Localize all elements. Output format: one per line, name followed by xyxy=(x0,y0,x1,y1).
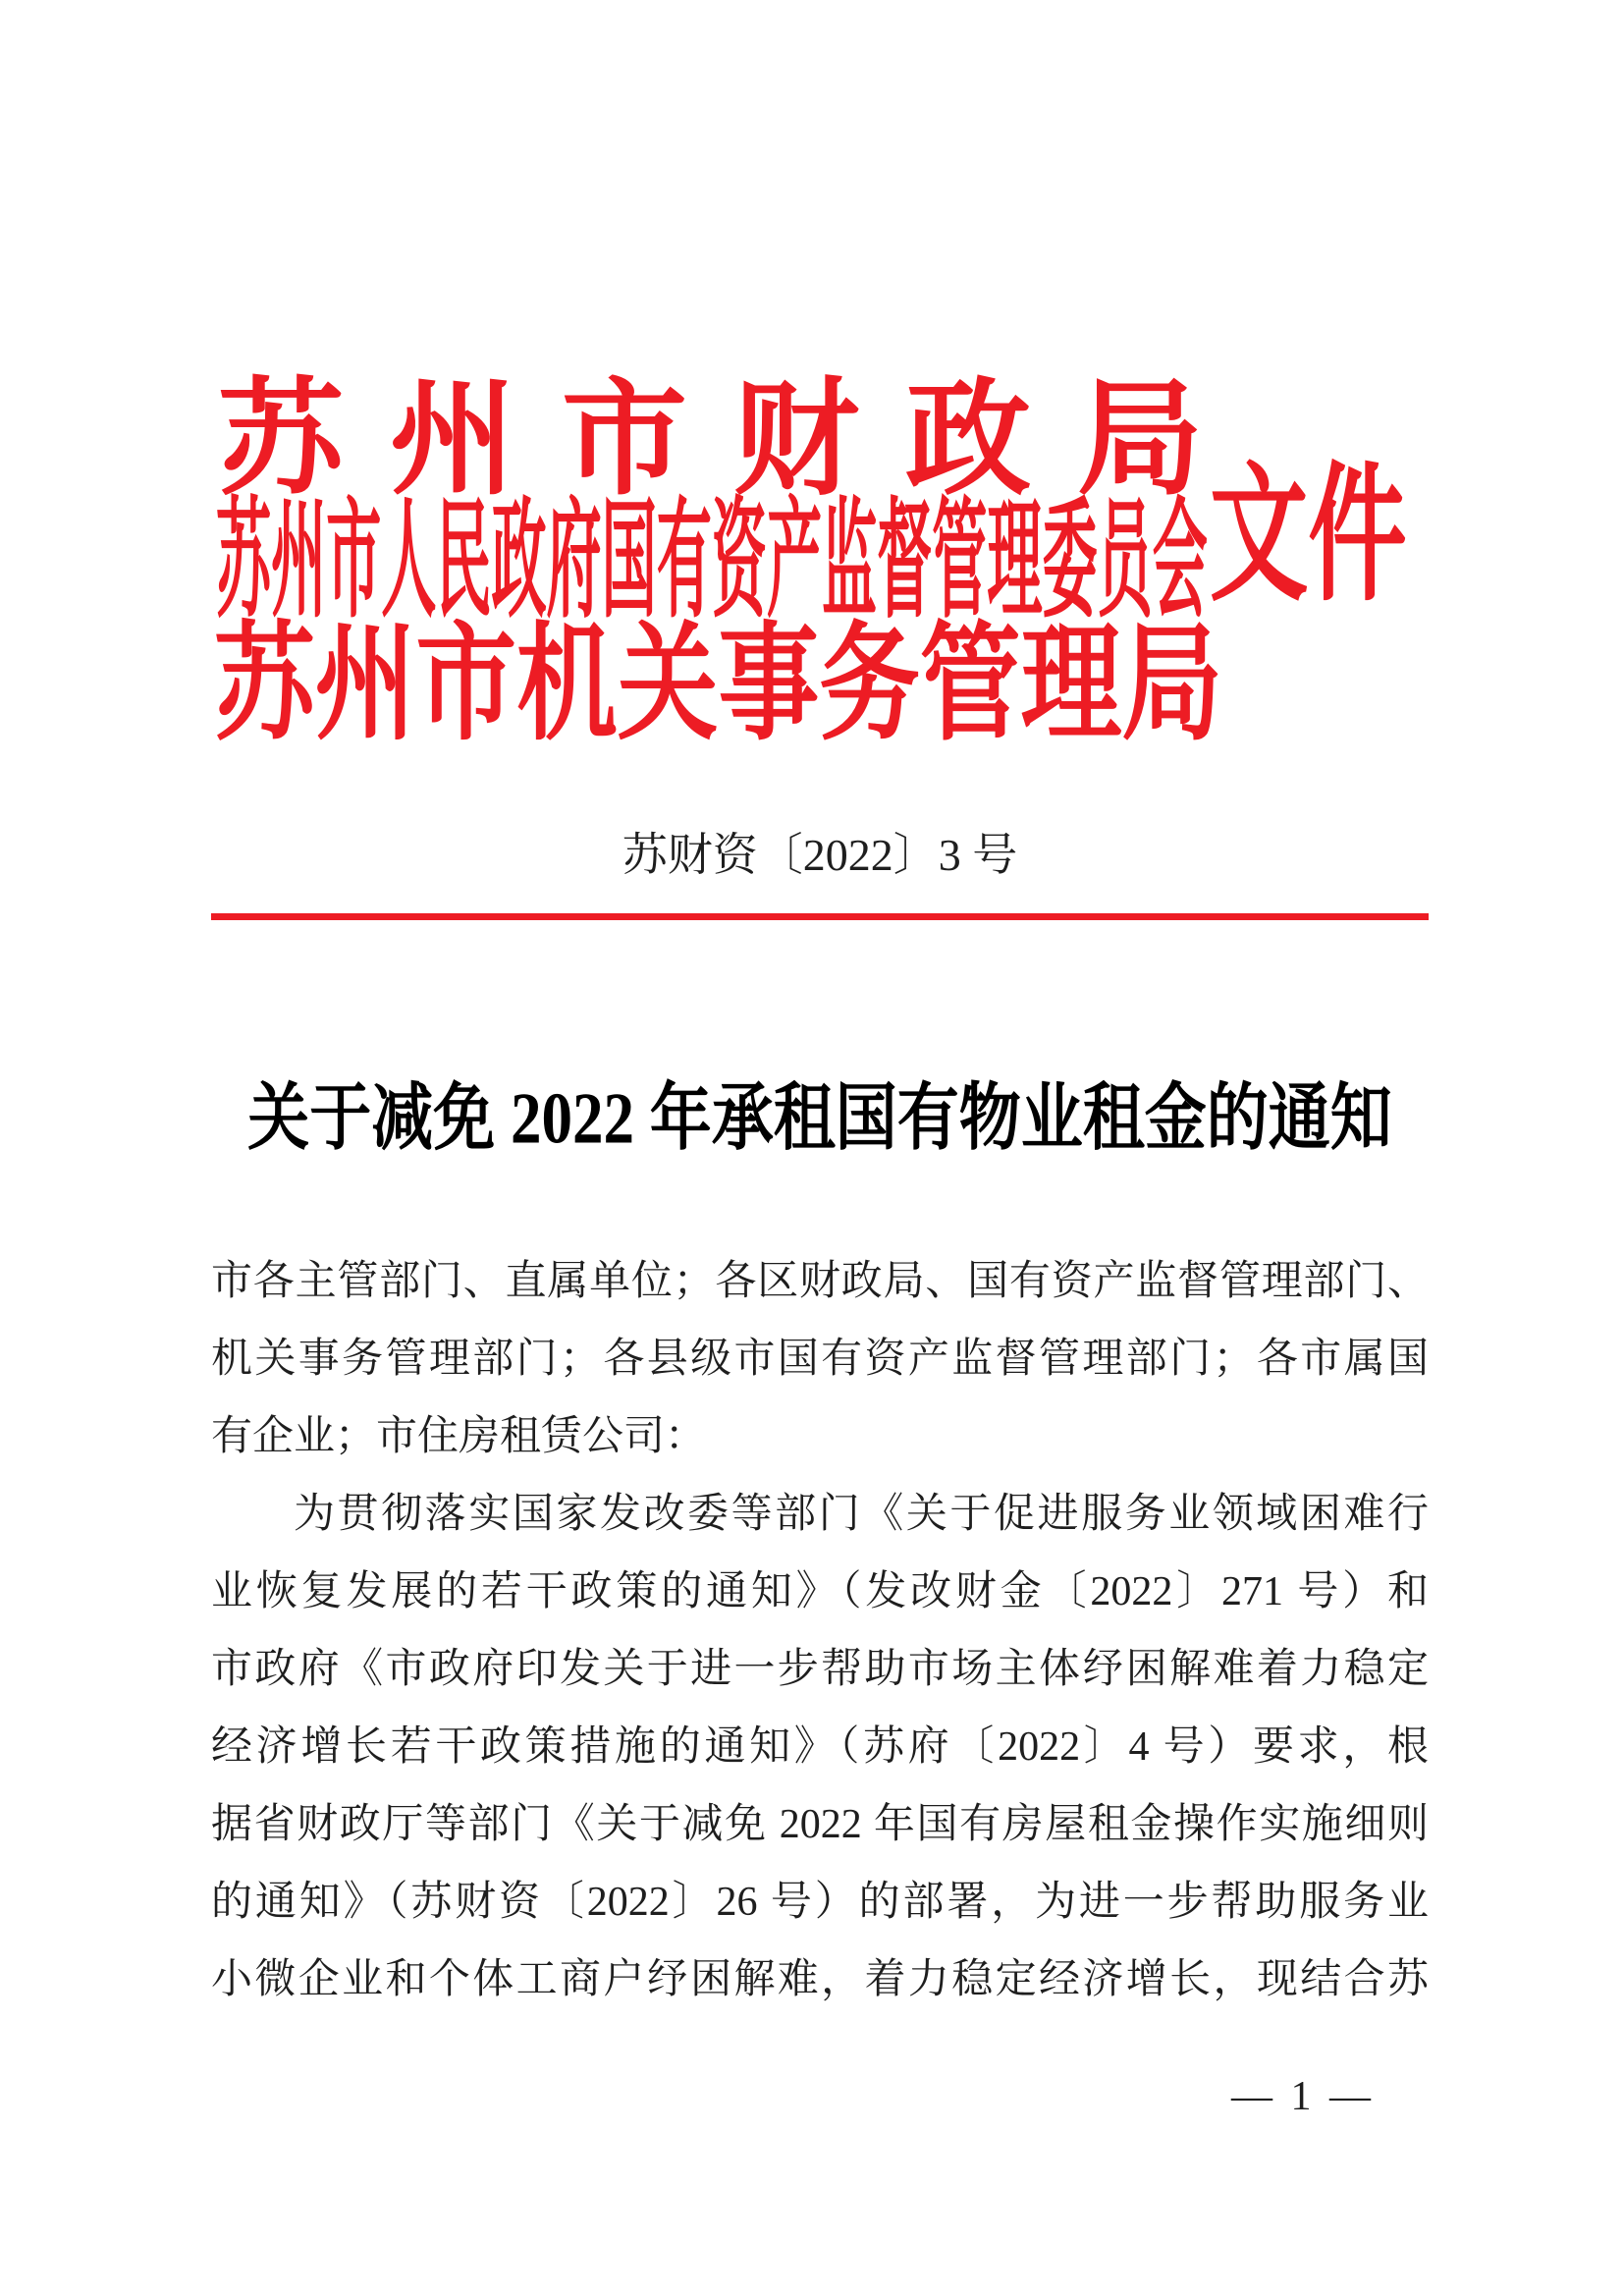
red-separator-rule xyxy=(211,913,1429,920)
body-line: 业恢复发展的若干政策的通知》（发改财金〔2022〕271 号）和 xyxy=(211,1569,1429,1614)
document-title: 关于减免 2022 年承租国有物业租金的通知 xyxy=(247,1077,1392,1159)
body-line: 为贯彻落实国家发改委等部门《关于促进服务业领域困难行 xyxy=(294,1492,1429,1537)
agency-name-line-2: 苏州市人民政府国有资产监督管理委员会 xyxy=(216,489,1208,633)
body-line: 据省财政厅等部门《关于减免 2022 年国有房屋租金操作实施细则 xyxy=(211,1802,1429,1847)
salutation-line: 有企业；市住房租赁公司： xyxy=(211,1414,707,1459)
agency-name-line-1: 苏州市财政局 xyxy=(218,370,1250,510)
salutation-line: 市各主管部门、直属单位；各区财政局、国有资产监督管理部门、 xyxy=(211,1259,1429,1304)
agency-name-line-3: 苏州市机关事务管理局 xyxy=(214,615,1223,756)
reference-number: 苏财资〔2022〕3 号 xyxy=(622,830,1018,880)
document-body xyxy=(211,1243,1429,2019)
doc-type-label: 文件 xyxy=(1210,454,1407,619)
body-line: 市政府《市政府印发关于进一步帮助市场主体纾困解难着力稳定 xyxy=(211,1647,1429,1692)
body-line: 小微企业和个体工商户纾困解难，着力稳定经济增长，现结合苏 xyxy=(211,1957,1429,2002)
salutation-line: 机关事务管理部门；各县级市国有资产监督管理部门；各市属国 xyxy=(211,1337,1429,1382)
body-line: 经济增长若干政策措施的通知》（苏府〔2022〕4 号）要求，根 xyxy=(211,1724,1429,1770)
body-line: 的通知》（苏财资〔2022〕26 号）的部署，为进一步帮助服务业 xyxy=(211,1880,1429,1925)
page-number: — 1 — xyxy=(1231,2074,1375,2119)
